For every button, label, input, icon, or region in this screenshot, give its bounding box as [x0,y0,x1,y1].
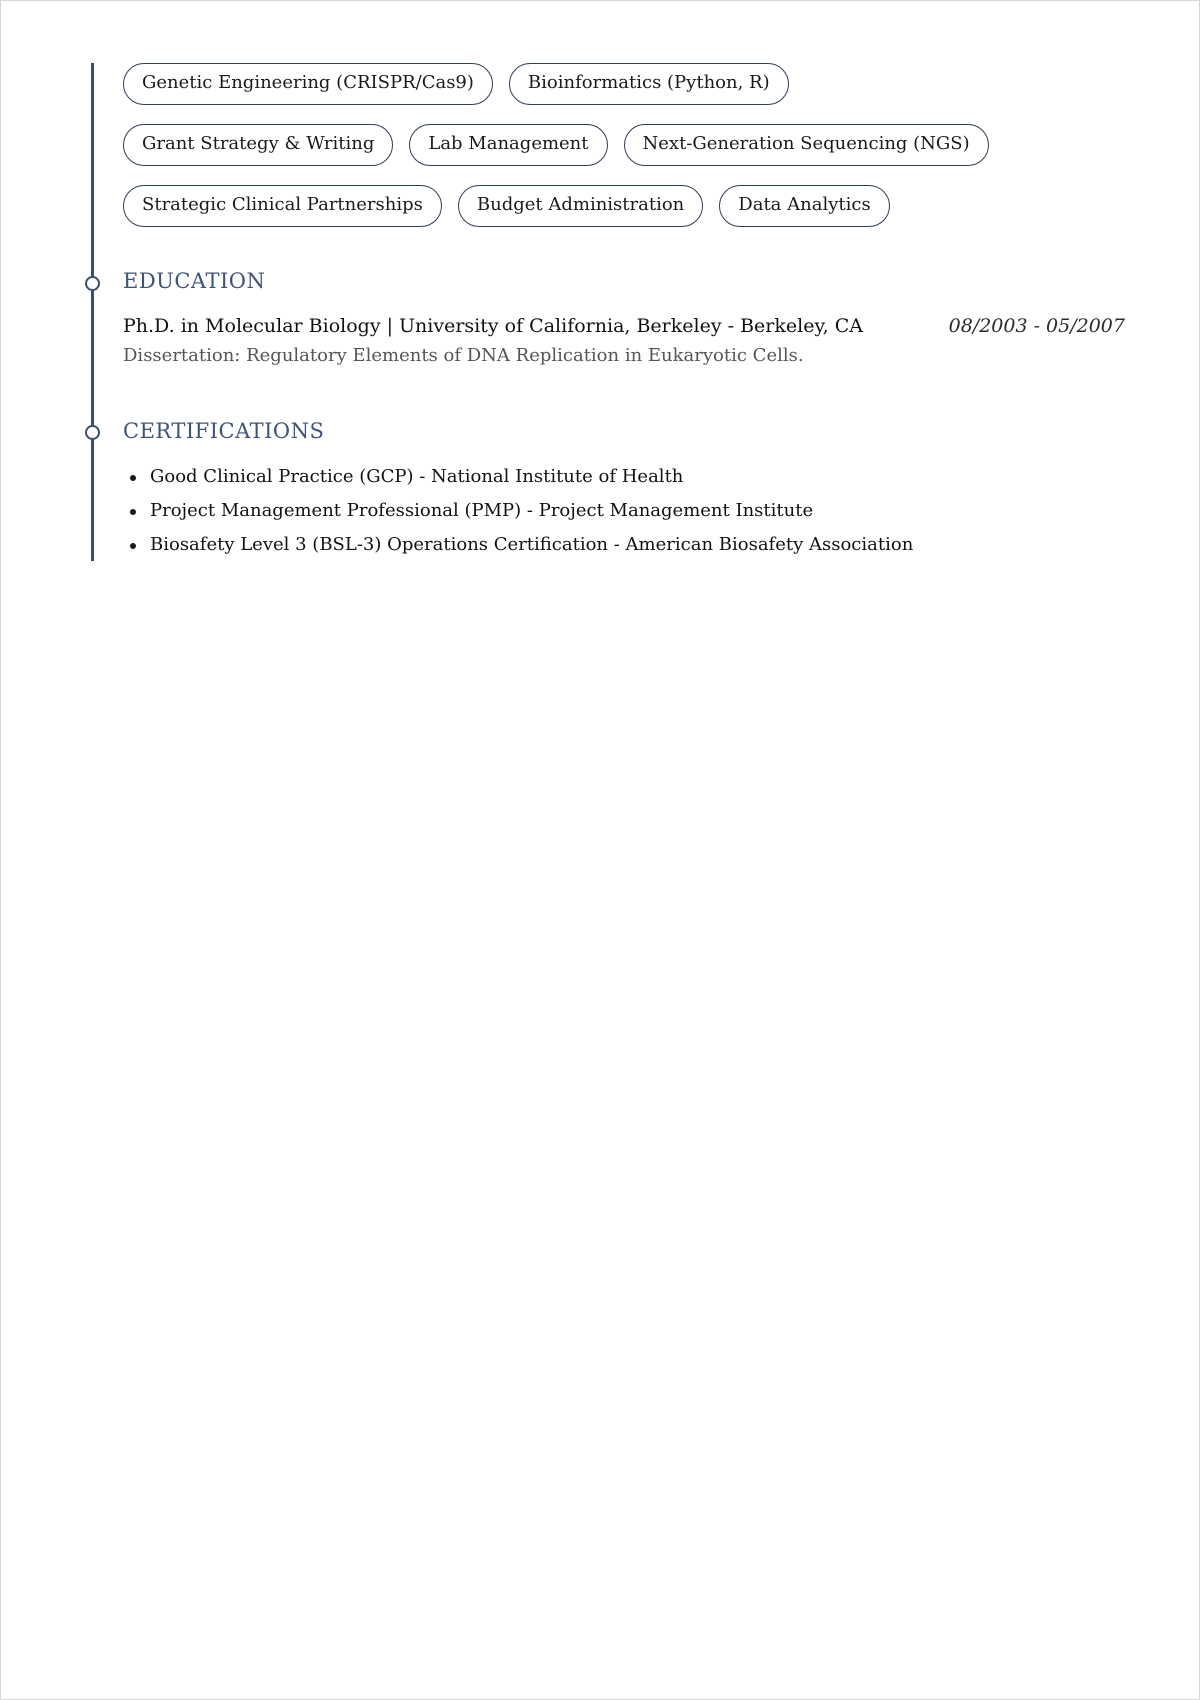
school-name: University of California, Berkeley - Berkeley, CA [399,315,863,337]
education-degree-line [123,315,863,337]
timeline-line [91,63,94,561]
certification-item [123,465,1125,489]
timeline-node-certifications [85,425,100,440]
certification-text: Good Clinical Practice (GCP) - National Institute of Health [150,466,684,487]
bullet-icon [130,509,136,515]
skills-list [123,63,1043,227]
skill-chip: Data Analytics [719,185,889,227]
timeline-node-education [85,276,100,291]
skill-chip: Grant Strategy & Writing [123,124,393,166]
degree-name: Ph.D. in Molecular Biology [123,315,381,337]
certifications-section [123,419,1125,567]
education-section [123,269,1125,366]
certification-item [123,533,1125,557]
education-heading: EDUCATION [123,269,266,293]
education-dates: 08/2003 - 05/2007 [948,315,1125,337]
education-entry [123,315,1125,337]
certification-text: Project Management Professional (PMP) - Project Management Institute [150,500,814,521]
degree-separator: | [380,315,400,337]
skill-chip: Bioinformatics (Python, R) [509,63,789,105]
skill-chip: Next-Generation Sequencing (NGS) [624,124,989,166]
certification-text: Biosafety Level 3 (BSL-3) Operations Certification - American Biosafety Association [150,534,914,555]
resume-content [123,63,1125,555]
certification-item [123,499,1125,523]
skill-chip: Strategic Clinical Partnerships [123,185,442,227]
skill-chip: Lab Management [409,124,607,166]
certifications-heading: CERTIFICATIONS [123,419,325,443]
bullet-icon [130,543,136,549]
skill-chip: Budget Administration [458,185,703,227]
dissertation-note: Dissertation: Regulatory Elements of DNA Replication in Eukaryotic Cells. [123,345,804,366]
skill-chip: Genetic Engineering (CRISPR/Cas9) [123,63,493,105]
certifications-list [123,465,1125,557]
bullet-icon [130,475,136,481]
